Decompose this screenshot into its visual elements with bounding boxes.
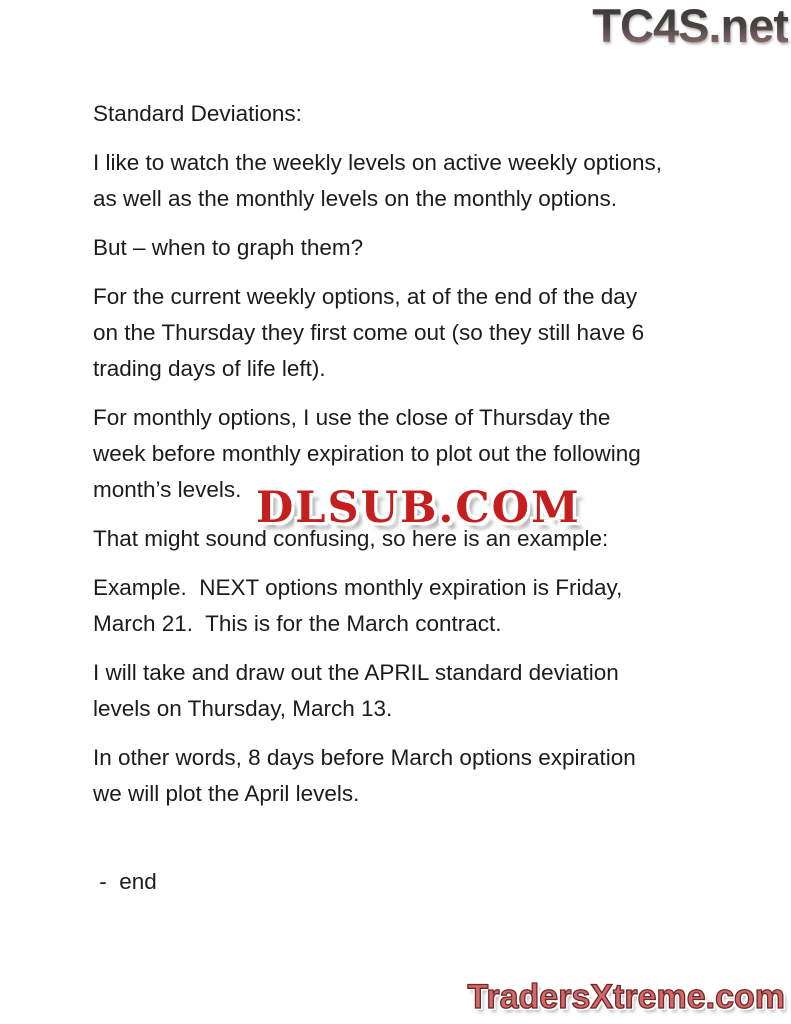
tc4s-site-logo: TC4S.net — [592, 0, 788, 52]
text-line: we will plot the April levels. — [93, 781, 360, 806]
text-line: In other words, 8 days before March options expiration — [93, 745, 636, 770]
paragraph — [93, 740, 733, 812]
text-line: I like to watch the weekly levels on active weekly options, — [93, 150, 663, 175]
text-line: trading days of life left). — [93, 356, 326, 381]
paragraph-end — [93, 864, 733, 900]
text-line: on the Thursday they first come out (so they still have 6 — [93, 320, 645, 345]
text-line: as well as the monthly levels on the monthly options. — [93, 186, 618, 211]
tradersxtreme-site-logo: TradersXtreme.com — [467, 977, 785, 1016]
text-line: Example. NEXT options monthly expiration is Friday, — [93, 575, 623, 600]
paragraph-heading — [93, 96, 733, 132]
text-line: week before monthly expiration to plot out the following — [93, 441, 641, 466]
text-line: levels on Thursday, March 13. — [93, 696, 393, 721]
dlsub-watermark: DLSUB.COM — [256, 483, 581, 533]
paragraph — [93, 570, 733, 642]
text-line: month’s levels. — [93, 477, 242, 502]
text-line: For monthly options, I use the close of Thursday the — [93, 405, 611, 430]
paragraph — [93, 655, 733, 727]
paragraph — [93, 230, 733, 266]
text-line: Standard Deviations: — [93, 101, 302, 126]
text-line: I will take and draw out the APRIL standard deviation — [93, 660, 619, 685]
paragraph — [93, 279, 733, 387]
text-line: - end — [93, 869, 157, 894]
text-line: For the current weekly options, at of the end of the day — [93, 284, 638, 309]
text-line: That might sound confusing, so here is an example: — [93, 526, 609, 551]
text-line: But – when to graph them? — [93, 235, 364, 260]
paragraph — [93, 145, 733, 217]
text-line: March 21. This is for the March contract. — [93, 611, 502, 636]
